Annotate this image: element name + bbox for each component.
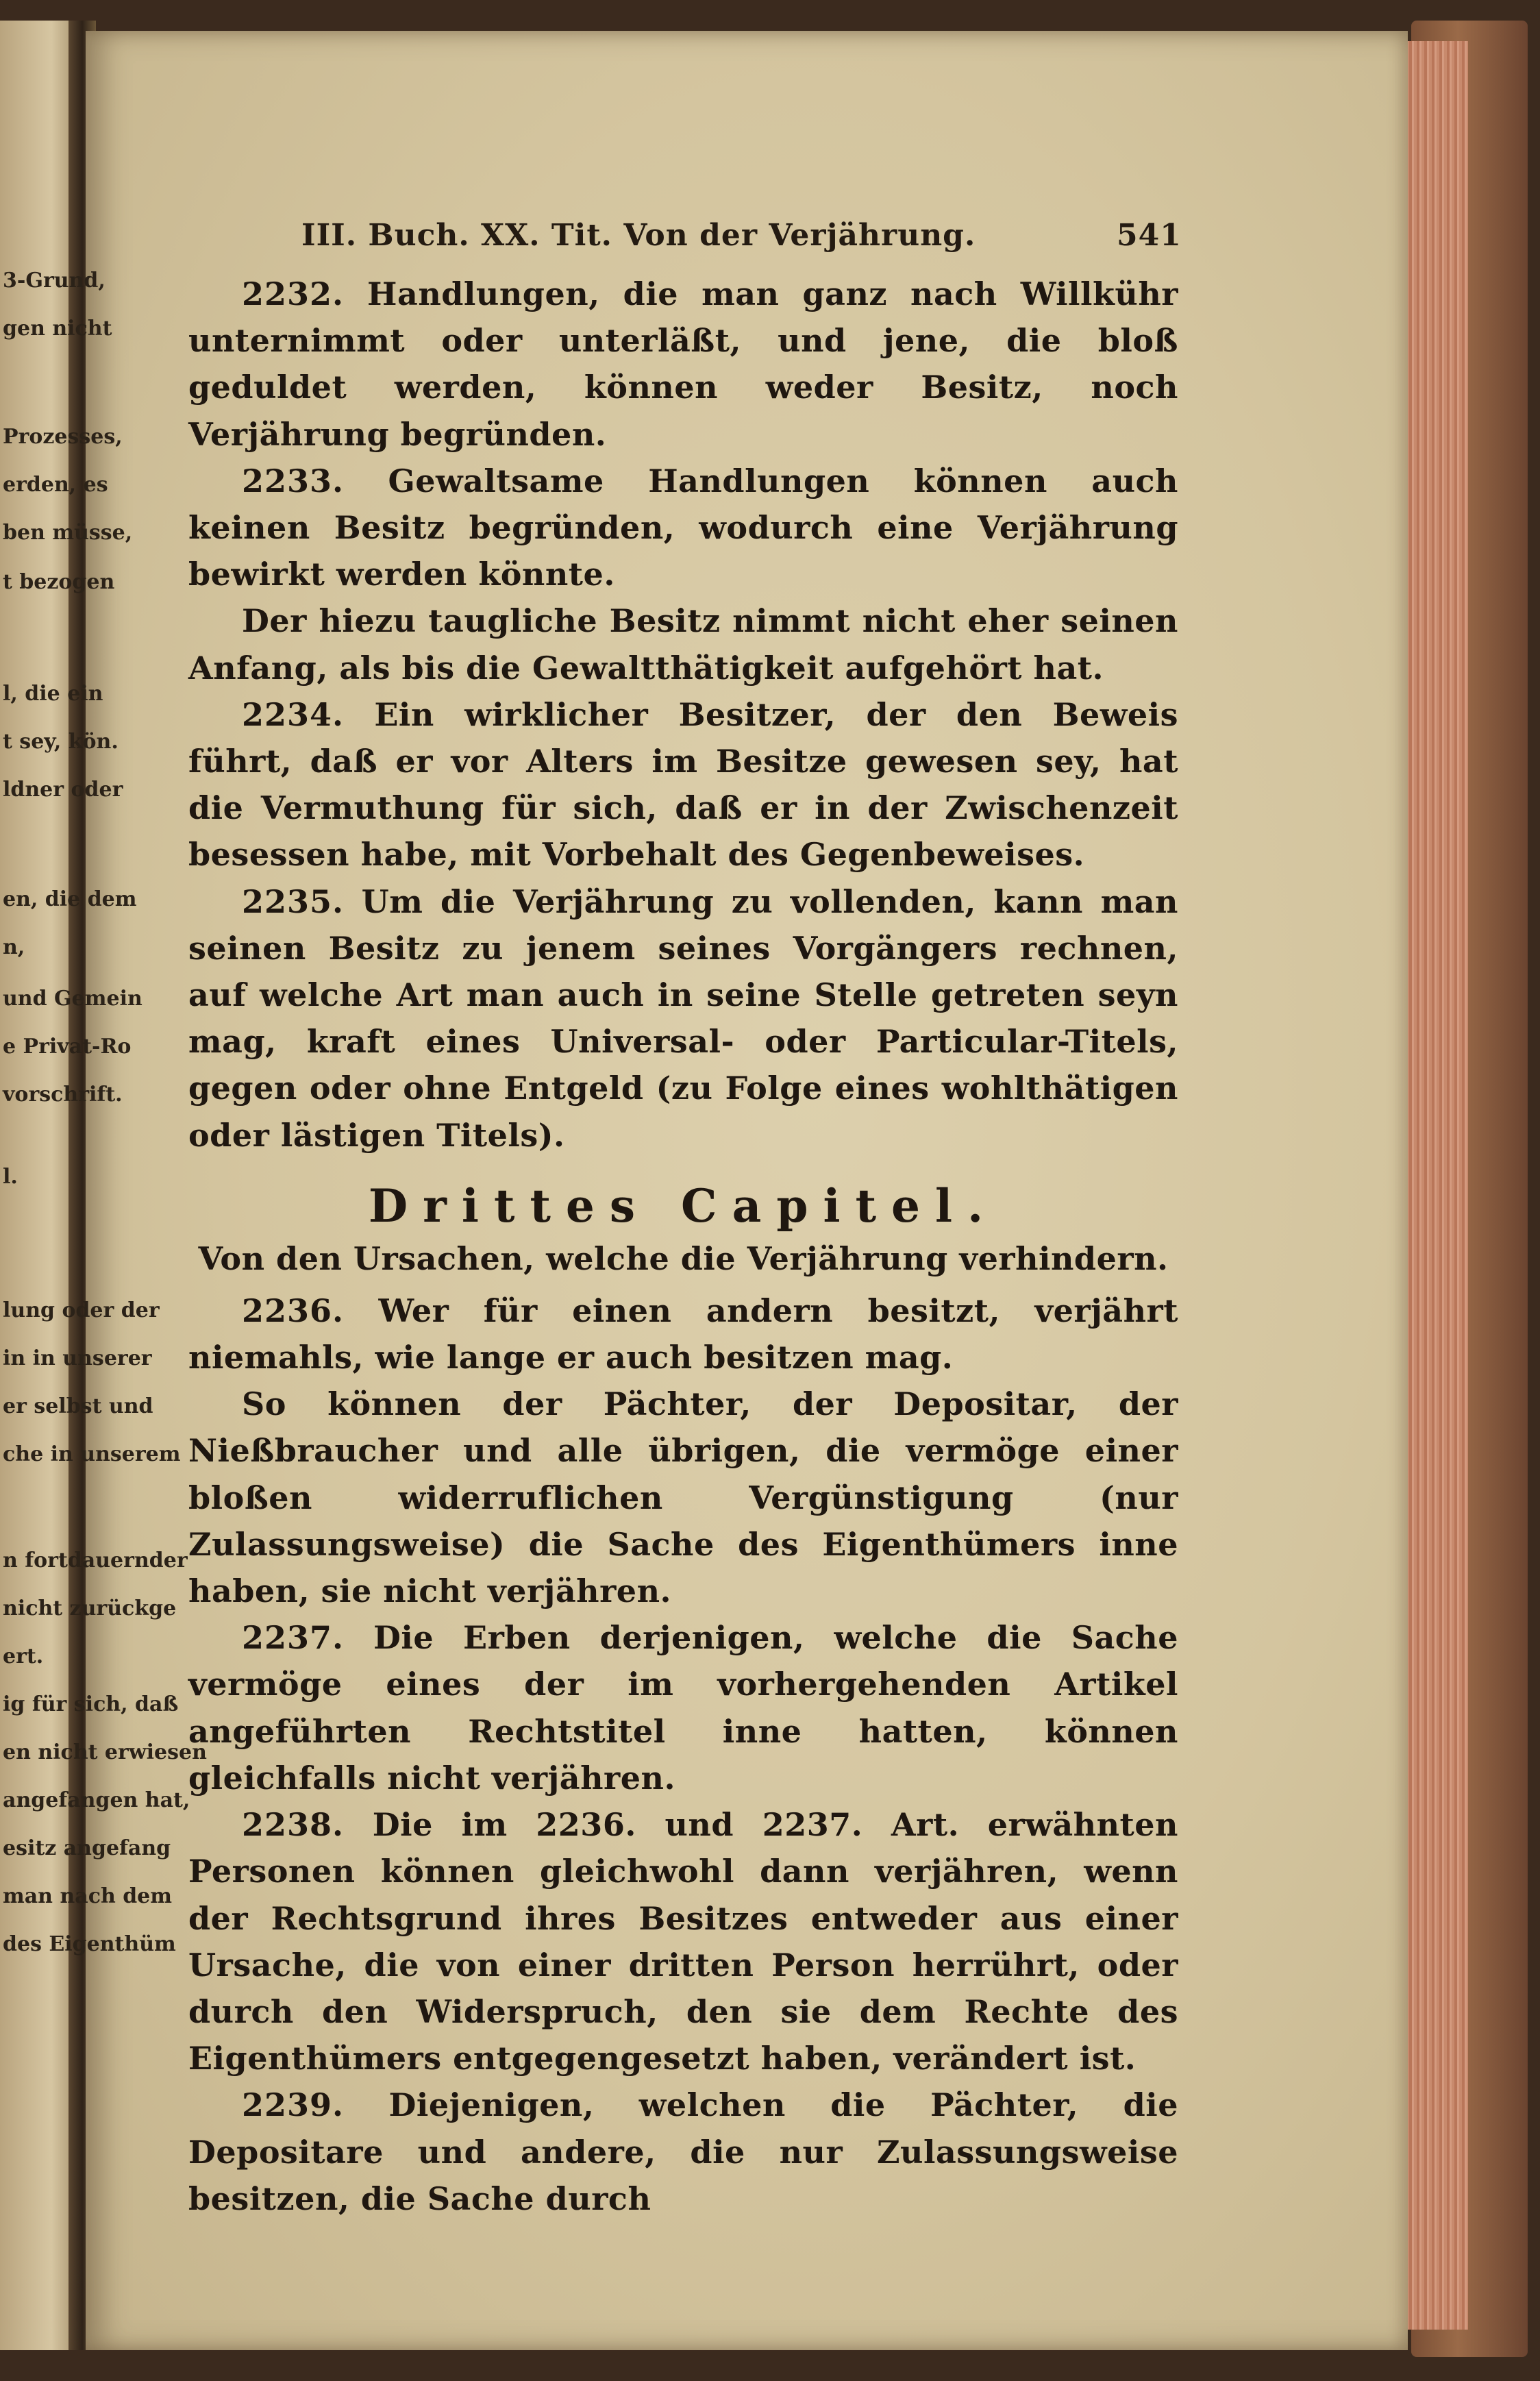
paragraph-2235 [188, 878, 1178, 1159]
facing-line: erden, es [3, 473, 108, 497]
facing-line: n, [3, 935, 25, 959]
facing-line: l. [3, 1165, 18, 1189]
chapter-subtitle: Von den Ursachen, welche die Verjährung verhindern. [198, 1239, 1169, 1277]
facing-line: ben müsse, [3, 521, 133, 545]
facing-line: man nach dem [3, 1884, 173, 1908]
paragraph-2234 [188, 691, 1178, 878]
paragraph-text: Um die Verjährung zu vollenden, kann man seinen Besitz zu jenem seines Vorgängers rechnen, auf welche Art man auch in seine Stelle getreten seyn mag, kraft eines Universal- oder Particular-Titels, gegen oder ohne Entgeld (zu Folge eines wohlthätigen oder lästigen Titels). [188, 883, 1179, 1154]
facing-line: er selbst und [3, 1394, 153, 1418]
facing-line: ert. [3, 1644, 44, 1668]
paragraph-text: Gewaltsame Handlungen können auch keinen Besitz begründen, wodurch eine Verjährung bewirkt werden könnte. [188, 462, 1178, 593]
paragraph-2233 [188, 458, 1178, 598]
paragraph-number: 2233. [242, 462, 345, 499]
paragraph-text: Diejenigen, welchen die Pächter, die Depositare und andere, die nur Zulassungsweise besitzen, die Sache durch [188, 2086, 1178, 2217]
paragraph-text: So können der Pächter, der Depositar, der Nießbraucher und alle übrigen, die vermöge einer bloßen widerruflichen Vergünstigung (nur Zulassungsweise) die Sache des Eigenthümers inne haben, sie nicht verjähren. [188, 1385, 1178, 1610]
paragraph-2236-cont [188, 1381, 1178, 1614]
facing-line: l, die ein [3, 682, 103, 706]
chapter-title: Drittes Capitel. [368, 1179, 999, 1233]
paragraph-number: 2239. [242, 2086, 345, 2124]
paragraph-2236 [188, 1287, 1178, 1381]
facing-line: gen nicht [3, 317, 112, 341]
paragraph-text: Wer für einen andern besitzt, verjährt niemahls, wie lange er auch besitzen mag. [188, 1292, 1178, 1377]
paragraph-number: 2232. [242, 275, 345, 312]
facing-line: lung oder der [3, 1298, 160, 1322]
facing-line: vorschrift. [3, 1083, 123, 1107]
paragraph-2238 [188, 1801, 1178, 2082]
paragraph-number: 2235. [242, 883, 345, 920]
facing-line: nicht zurückge [3, 1596, 177, 1620]
paragraph-number: 2238. [242, 1806, 345, 1844]
facing-line: en nicht erwiesen [3, 1740, 207, 1764]
paragraph-number: 2237. [242, 1619, 345, 1657]
facing-line: t sey, kön. [3, 730, 119, 754]
paragraph-text: Handlungen, die man ganz nach Willkühr unternimmt oder unterläßt, und jene, die bloß geduldet werden, können weder Besitz, noch Verjährung begründen. [188, 275, 1178, 453]
facing-line: che in unserem [3, 1442, 181, 1466]
paragraph-text: Die Erben derjenigen, welche die Sache vermöge eines der im vorhergehenden Artikel angeführten Rechtstitel inne hatten, können gleichfalls nicht verjähren. [188, 1619, 1179, 1797]
facing-line: Prozesses, [3, 425, 123, 449]
facing-line: ldner oder [3, 778, 123, 802]
page-number: 541 [1117, 218, 1182, 253]
paragraph-text: Die im 2236. und 2237. Art. erwähnten Personen können gleichwohl dann verjähren, wenn der Rechtsgrund ihres Besitzes entweder aus einer Ursache, die von einer dritten Person herrührt, oder durch den Widerspruch, den sie dem Rechte des Eigenthümers entgegengesetzt haben, verändert ist. [188, 1806, 1178, 2077]
facing-line: t bezogen [3, 570, 115, 594]
facing-line: esitz angefang [3, 1836, 171, 1860]
paragraph-text: Ein wirklicher Besitzer, der den Beweis führt, daß er vor Alters im Besitze gewesen sey, hat die Vermuthung für sich, daß er in der Zwischenzeit besessen habe, mit Vorbehalt des Gegenbeweises. [188, 695, 1179, 874]
facing-line: n fortdauernder [3, 1549, 188, 1572]
facing-line: 3-Grund, [3, 269, 105, 293]
facing-line: angefangen hat, [3, 1788, 190, 1812]
paragraph-number: 2236. [242, 1292, 345, 1329]
facing-line: e Privat-Ro [3, 1035, 132, 1059]
page-body [188, 271, 1178, 2222]
paragraph-2233-cont [188, 597, 1178, 691]
running-head-title: III. Buch. XX. Tit. Von der Verjährung. [301, 218, 976, 253]
paragraph-2232 [188, 271, 1178, 458]
running-head [301, 218, 1192, 253]
facing-line: in in unserer [3, 1346, 152, 1370]
paragraph-2237 [188, 1614, 1178, 1801]
paragraph-2239 [188, 2082, 1178, 2222]
facing-line: und Gemein [3, 987, 142, 1011]
paragraph-text: Der hiezu taugliche Besitz nimmt nicht eher seinen Anfang, als bis die Gewaltthätigkeit aufgehört hat. [188, 602, 1178, 687]
facing-line: des Eigenthüm [3, 1932, 176, 1956]
page-block-edges [1404, 41, 1468, 2330]
paragraph-number: 2234. [242, 695, 345, 733]
facing-line: ig für sich, daß [3, 1692, 179, 1716]
facing-line: en, die dem [3, 887, 137, 911]
